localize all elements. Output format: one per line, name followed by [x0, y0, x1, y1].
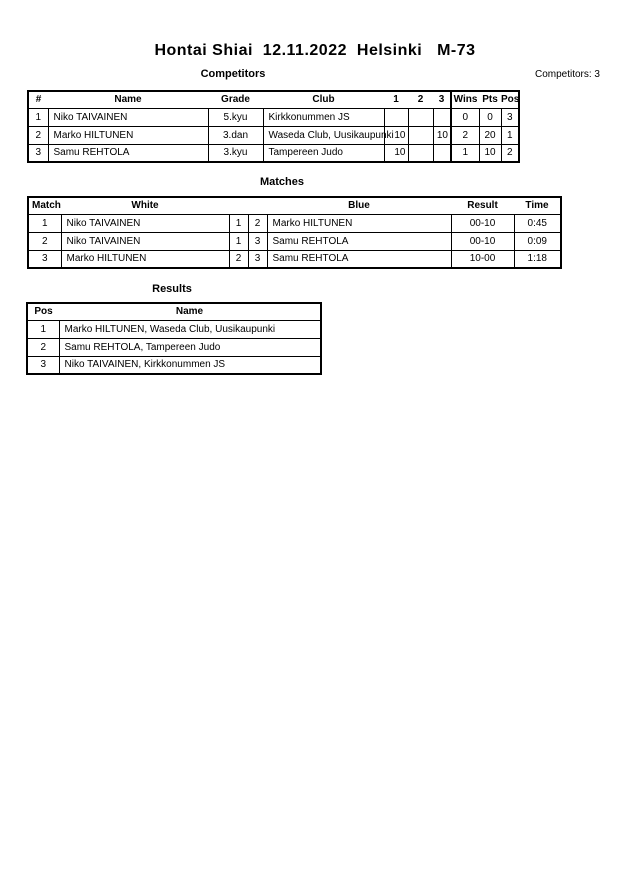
header-time: Time	[514, 197, 561, 214]
blue-competitor-num: 2	[248, 214, 267, 232]
header-match: Match	[28, 197, 61, 214]
white-competitor: Marko HILTUNEN	[61, 250, 229, 268]
competitor-row	[28, 126, 519, 144]
header-match3: 3	[433, 91, 451, 108]
header-result: Result	[451, 197, 514, 214]
competitor-pos: 3	[501, 108, 519, 126]
competitor-number: 1	[28, 108, 48, 126]
competitor-grade: 3.kyu	[208, 144, 263, 162]
match-time: 0:45	[514, 214, 561, 232]
competitor-name: Samu REHTOLA	[48, 144, 208, 162]
result-name: Samu REHTOLA, Tampereen Judo	[59, 338, 321, 356]
score-vs-3	[433, 108, 451, 126]
matches-table	[27, 196, 562, 269]
competitor-grade: 3.dan	[208, 126, 263, 144]
header-pos: Pos	[27, 303, 59, 320]
white-competitor-num: 2	[229, 250, 248, 268]
competitors-section-title: Competitors	[200, 68, 266, 80]
match-row	[28, 214, 561, 232]
white-competitor-num: 1	[229, 214, 248, 232]
match-result: 00-10	[451, 232, 514, 250]
match-number: 1	[28, 214, 61, 232]
blue-competitor: Samu REHTOLA	[267, 250, 451, 268]
result-pos: 2	[27, 338, 59, 356]
match-row	[28, 232, 561, 250]
score-vs-1: 10	[384, 144, 408, 162]
score-vs-1: 10	[384, 126, 408, 144]
score-vs-2	[408, 144, 433, 162]
match-number: 3	[28, 250, 61, 268]
competitor-number: 2	[28, 126, 48, 144]
header-blue: Blue	[267, 197, 451, 214]
result-name: Marko HILTUNEN, Waseda Club, Uusikaupunki	[59, 320, 321, 338]
score-vs-2	[408, 108, 433, 126]
result-name: Niko TAIVAINEN, Kirkkonummen JS	[59, 356, 321, 374]
competitor-club: Waseda Club, Uusikaupunki	[263, 126, 384, 144]
match-result: 10-00	[451, 250, 514, 268]
score-vs-3: 10	[433, 126, 451, 144]
competitor-wins: 2	[451, 126, 479, 144]
score-vs-1	[384, 108, 408, 126]
blue-competitor-num: 3	[248, 232, 267, 250]
results-header-row	[27, 303, 321, 320]
competitor-wins: 0	[451, 108, 479, 126]
matches-section-title: Matches	[259, 176, 305, 188]
competitor-club: Tampereen Judo	[263, 144, 384, 162]
competitors-count-label: Competitors: 3	[534, 69, 600, 80]
header-blue-num	[248, 197, 267, 214]
match-number: 2	[28, 232, 61, 250]
competitors-table	[27, 90, 520, 163]
match-time: 0:09	[514, 232, 561, 250]
header-grade: Grade	[208, 91, 263, 108]
competitor-pos: 1	[501, 126, 519, 144]
white-competitor: Niko TAIVAINEN	[61, 232, 229, 250]
result-row	[27, 338, 321, 356]
result-pos: 3	[27, 356, 59, 374]
competitor-pts: 0	[479, 108, 501, 126]
competitor-name: Marko HILTUNEN	[48, 126, 208, 144]
competitor-wins: 1	[451, 144, 479, 162]
match-result: 00-10	[451, 214, 514, 232]
white-competitor: Niko TAIVAINEN	[61, 214, 229, 232]
blue-competitor-num: 3	[248, 250, 267, 268]
competitor-pts: 10	[479, 144, 501, 162]
results-table	[26, 302, 322, 375]
competitor-pos: 2	[501, 144, 519, 162]
result-row	[27, 320, 321, 338]
match-row	[28, 250, 561, 268]
header-name: Name	[59, 303, 321, 320]
match-time: 1:18	[514, 250, 561, 268]
results-section-title: Results	[152, 283, 192, 295]
page-title: Hontai Shiai 12.11.2022 Helsinki M-73	[154, 42, 476, 59]
competitor-number: 3	[28, 144, 48, 162]
result-pos: 1	[27, 320, 59, 338]
score-vs-2	[408, 126, 433, 144]
header-club: Club	[263, 91, 384, 108]
matches-header-row	[28, 197, 561, 214]
header-name: Name	[48, 91, 208, 108]
blue-competitor: Samu REHTOLA	[267, 232, 451, 250]
header-white: White	[61, 197, 229, 214]
header-match1: 1	[384, 91, 408, 108]
blue-competitor: Marko HILTUNEN	[267, 214, 451, 232]
competitors-header-row	[28, 91, 519, 108]
competitor-row	[28, 144, 519, 162]
header-number: #	[28, 91, 48, 108]
header-white-num	[229, 197, 248, 214]
result-row	[27, 356, 321, 374]
header-match2: 2	[408, 91, 433, 108]
header-pts: Pts	[479, 91, 501, 108]
competitor-club: Kirkkonummen JS	[263, 108, 384, 126]
white-competitor-num: 1	[229, 232, 248, 250]
competitor-row	[28, 108, 519, 126]
score-vs-3	[433, 144, 451, 162]
competitor-name: Niko TAIVAINEN	[48, 108, 208, 126]
competitor-grade: 5.kyu	[208, 108, 263, 126]
header-wins: Wins	[451, 91, 479, 108]
header-pos: Pos	[501, 91, 519, 108]
competitor-pts: 20	[479, 126, 501, 144]
